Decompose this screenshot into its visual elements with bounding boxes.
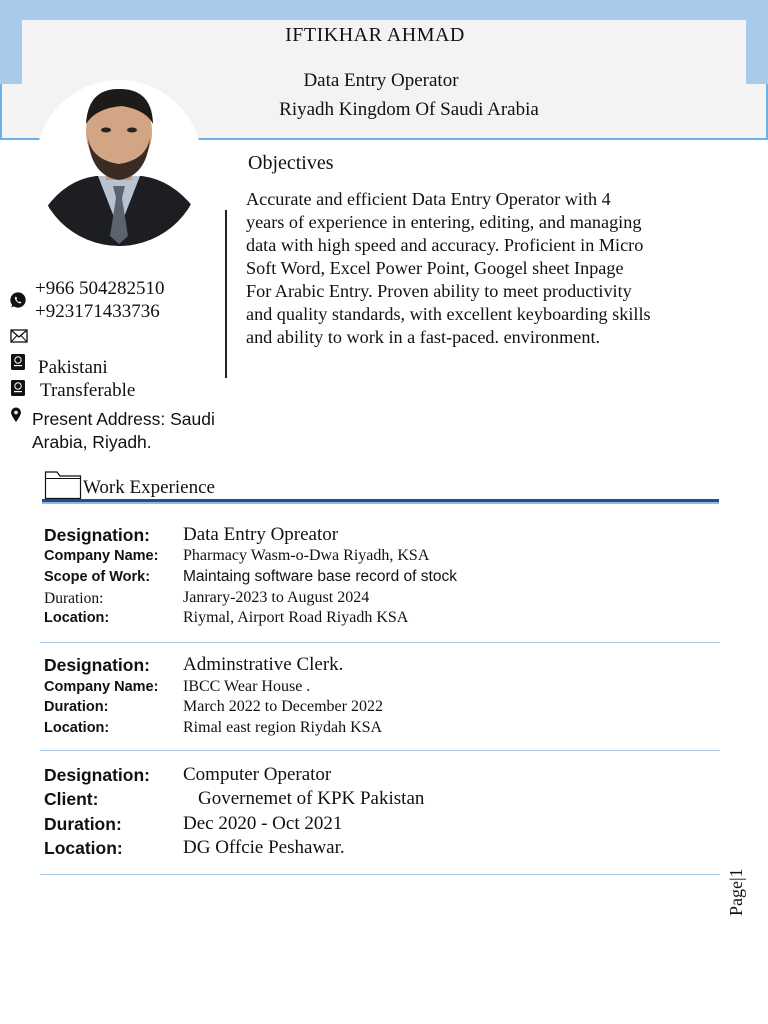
designation-value: Computer Operator [183,764,332,785]
scope-value: Maintaing software base record of stock [183,568,457,585]
map-pin-icon [10,407,22,423]
candidate-name: IFTIKHAR AHMAD [285,24,465,46]
location-value: Rimal east region Riydah KSA [183,719,383,736]
candidate-location: Riyadh Kingdom Of Saudi Arabia [279,99,539,120]
profile-photo [36,80,202,246]
job-separator [40,642,720,643]
objectives-line: years of experience in entering, editing, and managing [246,212,642,232]
company-label: Company Name: [44,548,159,564]
portrait-image [36,80,202,246]
folder-icon [44,469,82,500]
designation-label: Designation: [44,525,150,545]
present-address [32,408,215,454]
duration-value: Janrary-2023 to August 2024 [183,589,370,606]
objectives-heading: Objectives [248,152,334,174]
phone-primary: +966 504282510 [35,278,165,299]
page-number: Page|1 [726,868,746,916]
designation-value: Data Entry Opreator [183,524,339,545]
visa-status: Transferable [40,380,136,401]
duration-label: Duration: [44,590,104,607]
envelope-icon [10,329,28,343]
whatsapp-icon [9,291,27,309]
passport-icon [9,353,27,371]
candidate-role: Data Entry Operator [303,70,459,91]
company-value: Pharmacy Wasm-o-Dwa Riyadh, KSA [183,547,430,564]
location-label: Location: [44,720,110,736]
designation-value: Adminstrative Clerk. [183,654,344,675]
duration-label: Duration: [44,699,109,715]
duration-label: Duration: [44,814,122,834]
objectives-line: and quality standards, with excellent keyboarding skills [246,304,651,324]
objectives-line: Accurate and efficient Data Entry Operator with 4 [246,189,611,209]
nationality: Pakistani [38,357,108,378]
header-top-border [0,0,768,20]
location-label: Location: [44,838,123,858]
client-label: Client: [44,789,99,809]
location-value: Riymal, Airport Road Riyadh KSA [183,609,409,626]
vertical-divider [225,210,227,378]
location-label: Location: [44,610,110,626]
objectives-line: For Arabic Entry. Proven ability to meet productivity [246,281,632,301]
objectives-text [246,188,751,349]
passport-icon [9,379,27,397]
section-divider [42,499,719,504]
phone-secondary: +923171433736 [35,301,160,322]
objectives-line: data with high speed and accuracy. Proficient in Micro [246,235,644,255]
work-experience-heading: Work Experience [83,477,215,498]
company-value: IBCC Wear House . [183,678,311,695]
duration-value: Dec 2020 - Oct 2021 [183,813,343,834]
duration-value: March 2022 to December 2022 [183,698,383,715]
objectives-line: Soft Word, Excel Power Point, Googel sheet Inpage [246,258,624,278]
objectives-line: and ability to work in a fast-paced. environment. [246,327,601,347]
job-separator [40,750,720,751]
company-label: Company Name: [44,679,159,695]
client-value: Governemet of KPK Pakistan [198,788,425,809]
designation-label: Designation: [44,655,150,675]
designation-label: Designation: [44,765,150,785]
location-value: DG Offcie Peshawar. [183,837,345,858]
address-line: Arabia, Riyadh. [32,432,152,452]
address-line: Present Address: Saudi [32,409,215,429]
scope-label: Scope of Work: [44,569,151,585]
job-separator [40,874,720,875]
